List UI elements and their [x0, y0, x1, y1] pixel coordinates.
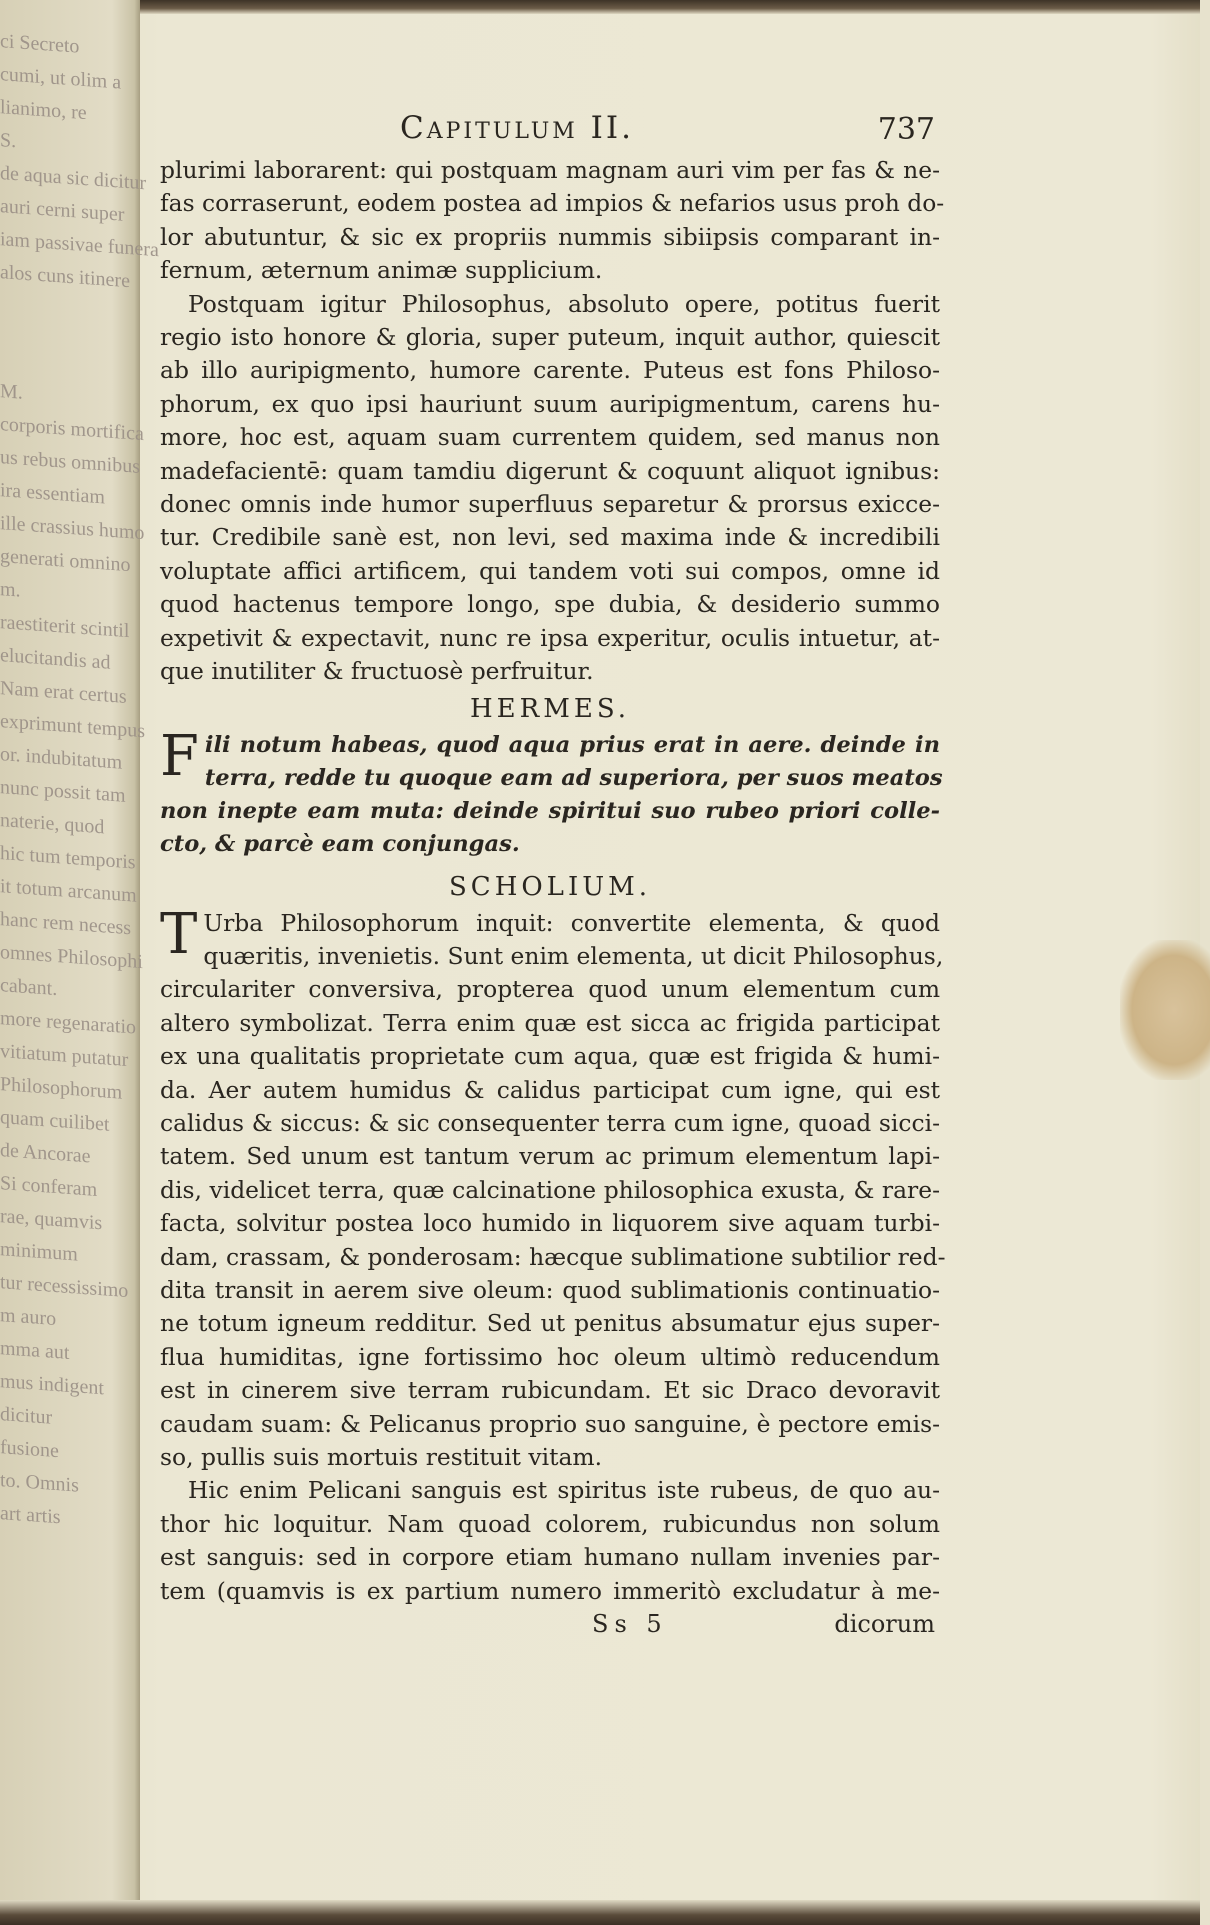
text-line: ex una qualitatis proprietate cum aqua, quæ est frigida & humi- — [160, 1042, 940, 1071]
bleed-line: it totum arcanum — [0, 875, 137, 907]
text-line: lor abutuntur, & sic ex propriis nummis sibiipsis comparant in- — [160, 222, 940, 251]
bleed-line: m auro — [0, 1304, 57, 1331]
text-line: dis, videlicet terra, quæ calcinatione philosophica exusta, & rare- — [160, 1175, 940, 1204]
text-line: donec omnis inde humor superfluus separetur & prorsus exicce- — [160, 490, 940, 519]
hermes-quote — [160, 723, 943, 861]
text-line: facta, solvitur postea loco humido in liquorem sive aquam turbi- — [160, 1209, 940, 1238]
bleed-line: art artis — [0, 1502, 61, 1529]
text-line: tem (quamvis is ex partium numero immeritò excludatur à me- — [160, 1576, 940, 1605]
text-line: phorum, ex quo ipsi hauriunt suum auripigmentum, carens hu- — [160, 389, 940, 418]
text-line: flua humiditas, igne fortissimo hoc oleum ultimò reducendum — [160, 1342, 940, 1371]
text-line: fas corraserunt, eodem postea ad impios & nefarios usus proh do- — [160, 189, 945, 218]
text-line: caudam suam: & Pelicanus proprio suo sanguine, è pectore emis- — [160, 1409, 940, 1438]
bleed-line: Nam erat certus — [0, 677, 127, 708]
text-line: thor hic loquitur. Nam quoad colorem, rubicundus non solum — [160, 1509, 940, 1538]
quote-line: ili notum habeas, quod aqua prius erat in aere. deinde in — [204, 731, 940, 758]
text-column — [160, 110, 946, 1646]
bleed-line: omnes Philosophi — [0, 941, 143, 974]
bleed-line: rae, quamvis — [0, 1205, 103, 1235]
quote-line: non inepte eam muta: deinde spiritui suo rubeo priori colle- — [160, 797, 940, 824]
bleed-line: de Ancorae — [0, 1139, 91, 1168]
bleed-line: dicitur — [0, 1403, 53, 1429]
bleed-line: mma aut — [0, 1337, 70, 1364]
bleed-line: vitiatum putatur — [0, 1040, 129, 1072]
bleed-line: quam cuilibet — [0, 1106, 110, 1136]
bleed-line: cabant. — [0, 974, 58, 1001]
bleed-line: mus indigent — [0, 1370, 104, 1400]
bleed-line: more regenaratio — [0, 1007, 137, 1039]
bleed-line: auri cerni super — [0, 195, 125, 226]
thumb-shadow — [1120, 940, 1210, 1080]
catchword: dicorum — [834, 1610, 935, 1639]
text-line: madefacientē: quam tamdiu digerunt & coquunt aliquot ignibus: — [160, 456, 940, 485]
bleed-through-text-upper — [0, 25, 159, 365]
drop-cap: T — [160, 901, 198, 967]
bleed-line: alos cuns itinere — [0, 261, 130, 293]
text-line: quæritis, invenietis. Sunt enim elementa, ut dicit Philosophus, — [203, 941, 944, 970]
top-edge — [140, 0, 1200, 14]
text-line: altero symbolizat. Terra enim quæ est sicca ac frigida participat — [160, 1008, 940, 1037]
text-line: regio isto honore & gloria, super puteum, inquit author, quiescit — [160, 323, 940, 352]
text-line: ne totum igneum redditur. Sed ut penitus absumatur ejus super- — [160, 1309, 940, 1338]
bleed-line: to. Omnis — [0, 1469, 79, 1497]
text-line: que inutiliter & fructuosè perfruitur. — [160, 657, 594, 686]
hermes-heading: HERMES. — [470, 693, 630, 724]
text-line: Postquam igitur Philosophus, absoluto opere, potitus fuerit — [188, 289, 940, 318]
bleed-line: hic tum temporis — [0, 842, 136, 874]
bleed-line: minimum — [0, 1238, 78, 1266]
running-head — [160, 110, 940, 154]
bleed-line: exprimunt tempus — [0, 710, 145, 743]
text-line: fernum, æternum animæ supplicium. — [160, 256, 603, 285]
bleed-line: Philosophorum — [0, 1073, 123, 1104]
paragraph-continued — [160, 154, 945, 288]
bleed-line: or. indubitatum — [0, 743, 123, 774]
bleed-line: elucitandis ad — [0, 644, 111, 674]
bleed-line: S. — [0, 129, 17, 153]
drop-cap: F — [160, 723, 199, 789]
text-line: voluptate affici artificem, qui tandem voti sui compos, omne id — [160, 556, 940, 585]
text-line: est in cinerem sive terram rubicundam. Et sic Draco devoravit — [160, 1376, 940, 1405]
text-line: so, pullis suis mortuis restituit vitam. — [160, 1443, 603, 1471]
bleed-line: tur recessissimo — [0, 1271, 129, 1303]
bleed-line: m. — [0, 578, 21, 602]
bleed-line: nunc possit tam — [0, 776, 126, 807]
bleed-line: fusione — [0, 1436, 59, 1463]
bleed-line: cumi, ut olim a — [0, 63, 122, 94]
text-line: quod hactenus tempore longo, spe dubia, & desiderio summo — [160, 590, 940, 619]
text-line: dam, crassam, & ponderosam: hæcque sublimatione subtilior red- — [160, 1242, 946, 1271]
bleed-line: de aqua sic dicitur — [0, 162, 147, 195]
quote-line: terra, redde tu quoque eam ad superiora, per suos meatos — [204, 764, 943, 791]
page-footer — [160, 1610, 940, 1646]
signature-mark: Ss 5 — [592, 1610, 668, 1639]
bleed-line: iam passivae funera — [0, 228, 159, 262]
text-line: tatem. Sed unum est tantum verum ac primum elementum lapi- — [160, 1142, 940, 1171]
text-line: circulariter conversiva, propterea quod unum elementum cum — [160, 975, 940, 1004]
bleed-through-text-lower — [0, 375, 145, 1785]
text-line: Urba Philosophorum inquit: convertite elementa, & quod — [203, 908, 940, 937]
bleed-line: lianimo, re — [0, 96, 87, 125]
bleed-line: Si conferam — [0, 1172, 98, 1201]
bleed-line: generati omnino — [0, 545, 131, 577]
quote-line: cto, & parcè eam conjungas. — [160, 830, 520, 857]
text-line: tur. Credibile sanè est, non levi, sed maxima inde & incredibili — [160, 523, 940, 552]
bleed-line: ira essentiam — [0, 479, 105, 509]
text-line: Hic enim Pelicani sanguis est spiritus iste rubeus, de quo au- — [188, 1476, 940, 1505]
text-line: more, hoc est, aquam suam currentem quidem, sed manus non — [160, 423, 940, 452]
text-line: est sanguis: sed in corpore etiam humano nullam invenies par- — [160, 1543, 940, 1572]
chapter-title: Capitulum II. — [400, 110, 634, 146]
bleed-line: corporis mortifica — [0, 413, 144, 446]
text-line: expetivit & expectavit, nunc re ipsa experitur, oculis intuetur, at- — [160, 623, 940, 652]
bleed-line: M. — [0, 380, 23, 404]
text-line: da. Aer autem humidus & calidus participat cum igne, qui est — [160, 1075, 940, 1104]
scholium-heading: SCHOLIUM. — [448, 871, 652, 902]
bleed-line: raestiterit scintil — [0, 611, 130, 643]
paragraph-postquam — [160, 288, 940, 689]
bleed-line: ci Secreto — [0, 30, 80, 58]
text-line: ab illo auripigmento, humore carente. Puteus est fons Philoso- — [160, 356, 940, 385]
paragraph-pelicani — [160, 1474, 940, 1608]
text-line: plurimi laborarent: qui postquam magnam auri vim per fas & ne- — [160, 156, 940, 184]
facing-page-gutter — [0, 0, 159, 1900]
bleed-line: ille crassius humo — [0, 512, 145, 545]
text-line: calidus & siccus: & sic consequenter terra cum igne, quoad sicci- — [160, 1108, 940, 1137]
bleed-line: us rebus omnibus — [0, 446, 140, 478]
page-number: 737 — [877, 112, 935, 147]
text-line: dita transit in aerem sive oleum: quod sublimationis continuatio- — [160, 1275, 940, 1304]
bleed-line: hanc rem necess — [0, 908, 132, 940]
bleed-line: naterie, quod — [0, 809, 105, 839]
scholium-paragraph — [160, 901, 946, 1475]
bottom-edge — [0, 1900, 1200, 1925]
